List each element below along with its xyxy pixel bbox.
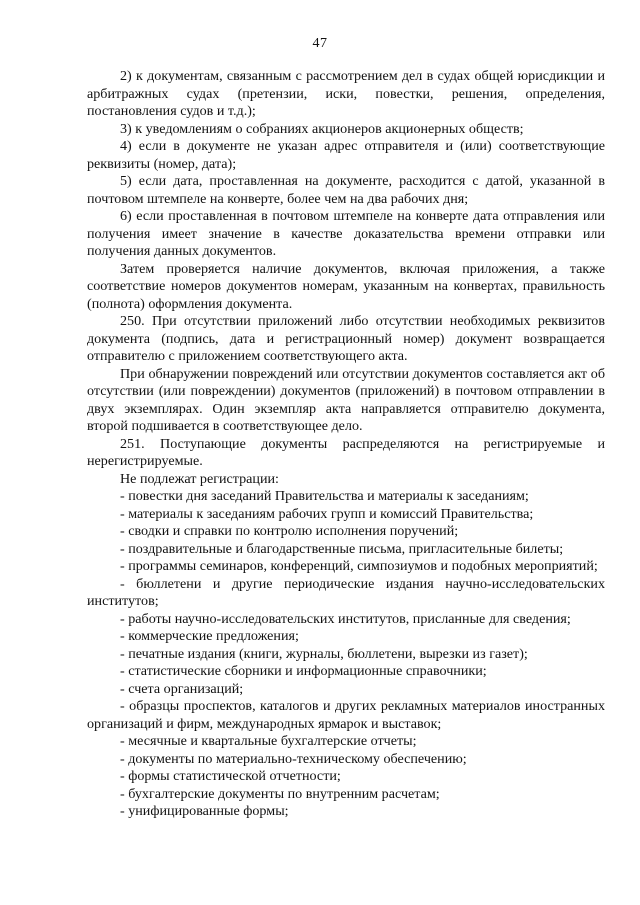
list-item: - статистические сборники и информационные справочники; — [120, 663, 487, 679]
list-item: - месячные и квартальные бухгалтерские отчеты; — [120, 733, 417, 749]
paragraph-no-sender-address: 4) если в документе не указан адрес отправителя и (или) соответствующие реквизиты (номер, дата); — [87, 138, 605, 172]
paragraph-damage-act: При обнаружении повреждений или отсутствии документов составляется акт об отсутствии (или повреждении) документов (приложений) в почтовом отправлении в двух экземплярах. Один экземпляр акта направляется отправителю документа, второй подшивается в соответствующее дело. — [87, 365, 605, 434]
list-item: - коммерческие предложения; — [120, 628, 299, 644]
list-item: - образцы проспектов, каталогов и других рекламных материалов иностранных организаций и фирм, международных ярмарок и выставок; — [87, 698, 605, 732]
paragraph-date-mismatch: 5) если дата, проставленная на документе, расходится с датой, указанной в почтовом штемпеле на конверте, более чем на два рабочих дня; — [87, 173, 605, 207]
list-item: - работы научно-исследовательских институтов, присланные для сведения; — [120, 610, 571, 627]
list-item: - поздравительные и благодарственные письма, пригласительные билеты; — [120, 540, 564, 557]
list-item: - унифицированные формы; — [120, 803, 289, 819]
list-item: - счета организаций; — [120, 680, 244, 697]
paragraph-postmark-evidence: 6) если проставленная в почтовом штемпеле на конверте дата отправления или получения имеет значение в качестве доказательства времени отправки или получения данных документов. — [87, 208, 605, 259]
list-item: - бюллетени и другие периодические издания научно-исследовательских институтов; — [87, 575, 605, 609]
list-item: - формы статистической отчетности; — [120, 768, 341, 784]
page-number: 47 — [312, 36, 328, 51]
paragraph-check-attachments: Затем проверяется наличие документов, включая приложения, а также соответствие номеров документов номерам, указанным на конвертах, правильность (полнота) оформления документа. — [87, 260, 605, 312]
list-item: - материалы к заседаниям рабочих групп и комиссий Правительства; — [120, 505, 534, 522]
list-item: - печатные издания (книги, журналы, бюллетени, вырезки из газет); — [120, 645, 528, 662]
paragraph-250: 250. При отсутствии приложений либо отсутствии необходимых реквизитов документа (подпись, дата и регистрационный номер) документ возвращается отправителю с приложением соответствующего акта. — [87, 313, 605, 364]
paragraph-251: 251. Поступающие документы распределяются на регистрируемые и нерегистрируемые. — [87, 435, 605, 469]
paragraph-shareholders: 3) к уведомлениям о собраниях акционеров акционерных обществ; — [120, 120, 524, 137]
paragraph-not-registered-heading: Не подлежат регистрации: — [120, 470, 279, 487]
document-body — [87, 68, 605, 821]
list-item: - программы семинаров, конференций, симпозиумов и подобных мероприятий; — [120, 558, 598, 574]
list-item: - документы по материально-техническому обеспечению; — [120, 750, 467, 767]
list-item: - повестки дня заседаний Правительства и материалы к заседаниям; — [120, 488, 529, 504]
list-item: - сводки и справки по контролю исполнения поручений; — [120, 523, 459, 539]
list-item: - бухгалтерские документы по внутренним расчетам; — [120, 785, 440, 802]
paragraph-courts: 2) к документам, связанным с рассмотрением дел в судах общей юрисдикции и арбитражных судах (претензии, иски, повестки, решения, определения, постановления судов и т.д.); — [87, 68, 605, 119]
